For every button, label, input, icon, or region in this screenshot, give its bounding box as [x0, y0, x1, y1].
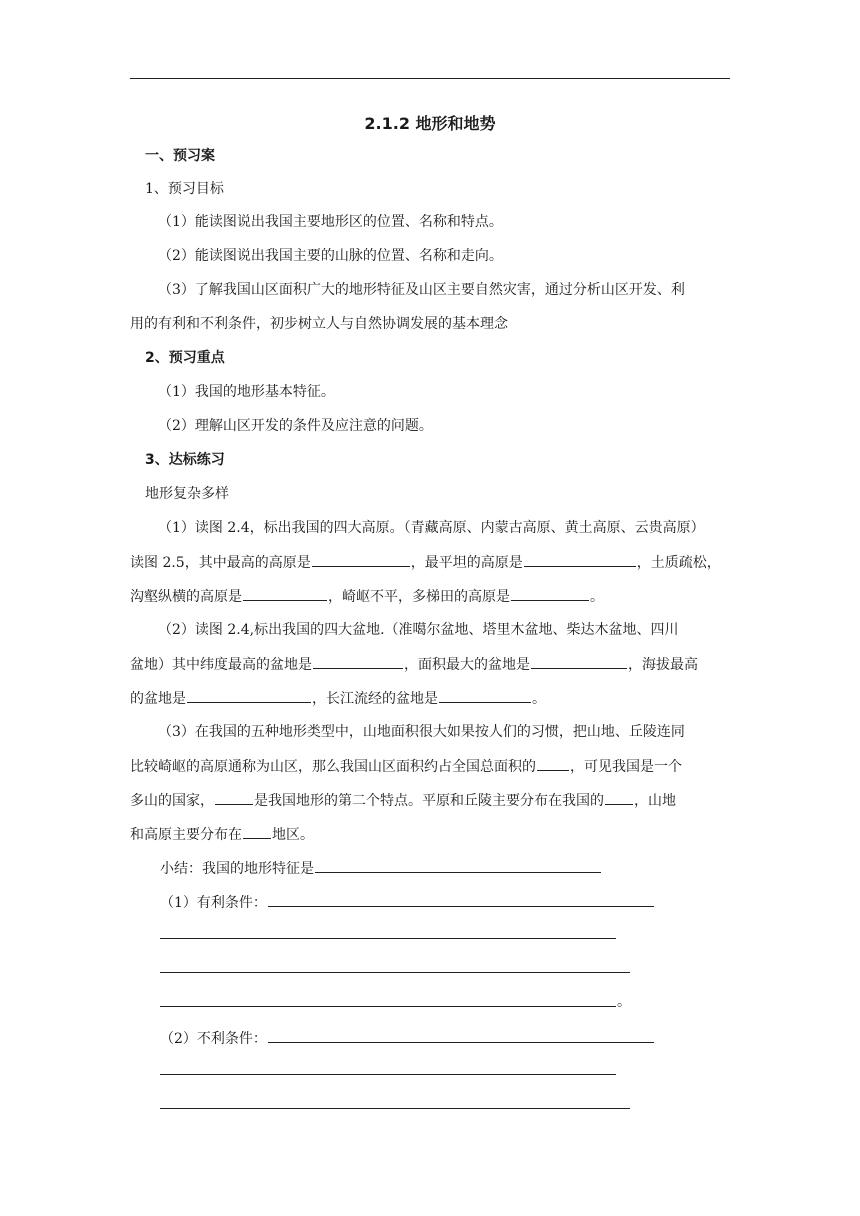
q2-line-1: （2）读图 2.4,标出我国的四大盆地.（准噶尔盆地、塔里木盆地、柴达木盆地、四川 [158, 622, 679, 638]
answer-blank[interactable] [524, 552, 636, 567]
advantages-fill-line[interactable] [160, 938, 616, 939]
focus-2: （2）理解山区开发的条件及应注意的问题。 [158, 418, 433, 434]
q1-text: 沟壑纵横的高原是 [130, 589, 242, 605]
q3-text: 和高原主要分布在 [130, 827, 242, 843]
disadvantages-line [160, 1028, 760, 1049]
q1-line-3 [130, 586, 730, 607]
focus-1: （1）我国的地形基本特征。 [158, 384, 335, 400]
answer-blank[interactable] [537, 756, 569, 771]
advantages-fill-line[interactable] [160, 972, 630, 973]
goal-1: （1）能读图说出我国主要地形区的位置、名称和特点。 [158, 214, 503, 230]
q2-text: 。 [532, 691, 546, 707]
disadvantages-answer-blank[interactable] [268, 1028, 654, 1043]
disadvantages-fill-line[interactable] [160, 1108, 630, 1109]
q1-text: ，崎岖不平，多梯田的高原是 [328, 589, 510, 605]
q1-text: 。 [590, 589, 604, 605]
summary-line [160, 858, 760, 879]
summary-label: 小结：我国的地形特征是 [160, 861, 314, 877]
section-heading-exercise: 3、达标练习 [145, 452, 225, 468]
q1-text: ，土质疏松， [636, 555, 721, 571]
disadvantages-fill-line[interactable] [160, 1074, 616, 1075]
advantages-line [160, 892, 760, 913]
q3-line-3 [130, 790, 730, 811]
q2-text: 的盆地是 [130, 691, 186, 707]
disadvantages-label: （2）不利条件： [160, 1031, 267, 1047]
q2-text: 盆地）其中纬度最高的盆地是 [130, 657, 312, 673]
page-title: 2.1.2 地形和地势 [364, 114, 496, 133]
q3-text: 多山的国家， [130, 793, 214, 809]
answer-blank[interactable] [511, 586, 589, 601]
subheading-goals: 1、预习目标 [145, 181, 224, 197]
q2-text: ，长江流经的盆地是 [312, 691, 438, 707]
q2-text: ，海拔最高 [628, 657, 698, 673]
q3-line-2 [130, 756, 730, 777]
advantages-answer-blank[interactable] [268, 892, 654, 907]
answer-blank[interactable] [312, 552, 410, 567]
goal-2: （2）能读图说出我国主要的山脉的位置、名称和走向。 [158, 248, 503, 264]
q3-text: 比较崎岖的高原通称为山区，那么我国山区面积约占全国总面积的 [130, 759, 536, 775]
advantages-fill-line[interactable] [160, 1006, 616, 1007]
q3-line-1: （3）在我国的五种地形类型中，山地面积很大如果按人们的习惯，把山地、丘陵连同 [158, 724, 685, 740]
answer-blank[interactable] [243, 824, 271, 839]
q1-line-1: （1）读图 2.4，标出我国的四大高原。（青藏高原、内蒙古高原、黄土高原、云贵高原） [158, 520, 705, 536]
answer-blank[interactable] [215, 790, 253, 805]
q3-text: ，山地 [634, 793, 676, 809]
advantages-end-mark: 。 [617, 994, 631, 1010]
answer-blank[interactable] [243, 586, 327, 601]
answer-blank[interactable] [439, 688, 531, 703]
q2-text: ，面积最大的盆地是 [404, 657, 530, 673]
header-rule [130, 78, 730, 79]
goal-3-line-1: （3）了解我国山区面积广大的地形特征及山区主要自然灾害，通过分析山区开发、利 [158, 282, 685, 298]
q1-line-2 [130, 552, 730, 573]
answer-blank[interactable] [313, 654, 403, 669]
q3-line-4 [130, 824, 730, 845]
subheading-terrain: 地形复杂多样 [145, 486, 229, 502]
advantages-label: （1）有利条件： [160, 895, 267, 911]
answer-blank[interactable] [187, 688, 311, 703]
q1-text: 读图 2.5，其中最高的高原是 [130, 555, 311, 571]
summary-answer-blank[interactable] [315, 858, 601, 873]
q2-line-3 [130, 688, 730, 709]
q2-line-2 [130, 654, 730, 675]
q3-text: 是我国地形的第二个特点。平原和丘陵主要分布在我国的 [254, 793, 604, 809]
q1-text: ，最平坦的高原是 [410, 555, 523, 571]
answer-blank[interactable] [605, 790, 633, 805]
q3-text: ，可见我国是一个 [570, 759, 682, 775]
section-heading-preview: 一、预习案 [145, 148, 215, 164]
goal-3-line-2: 用的有利和不利条件，初步树立人与自然协调发展的基本理念 [130, 316, 508, 332]
section-heading-focus: 2、预习重点 [145, 350, 225, 366]
answer-blank[interactable] [531, 654, 627, 669]
q3-text: 地区。 [272, 827, 314, 843]
